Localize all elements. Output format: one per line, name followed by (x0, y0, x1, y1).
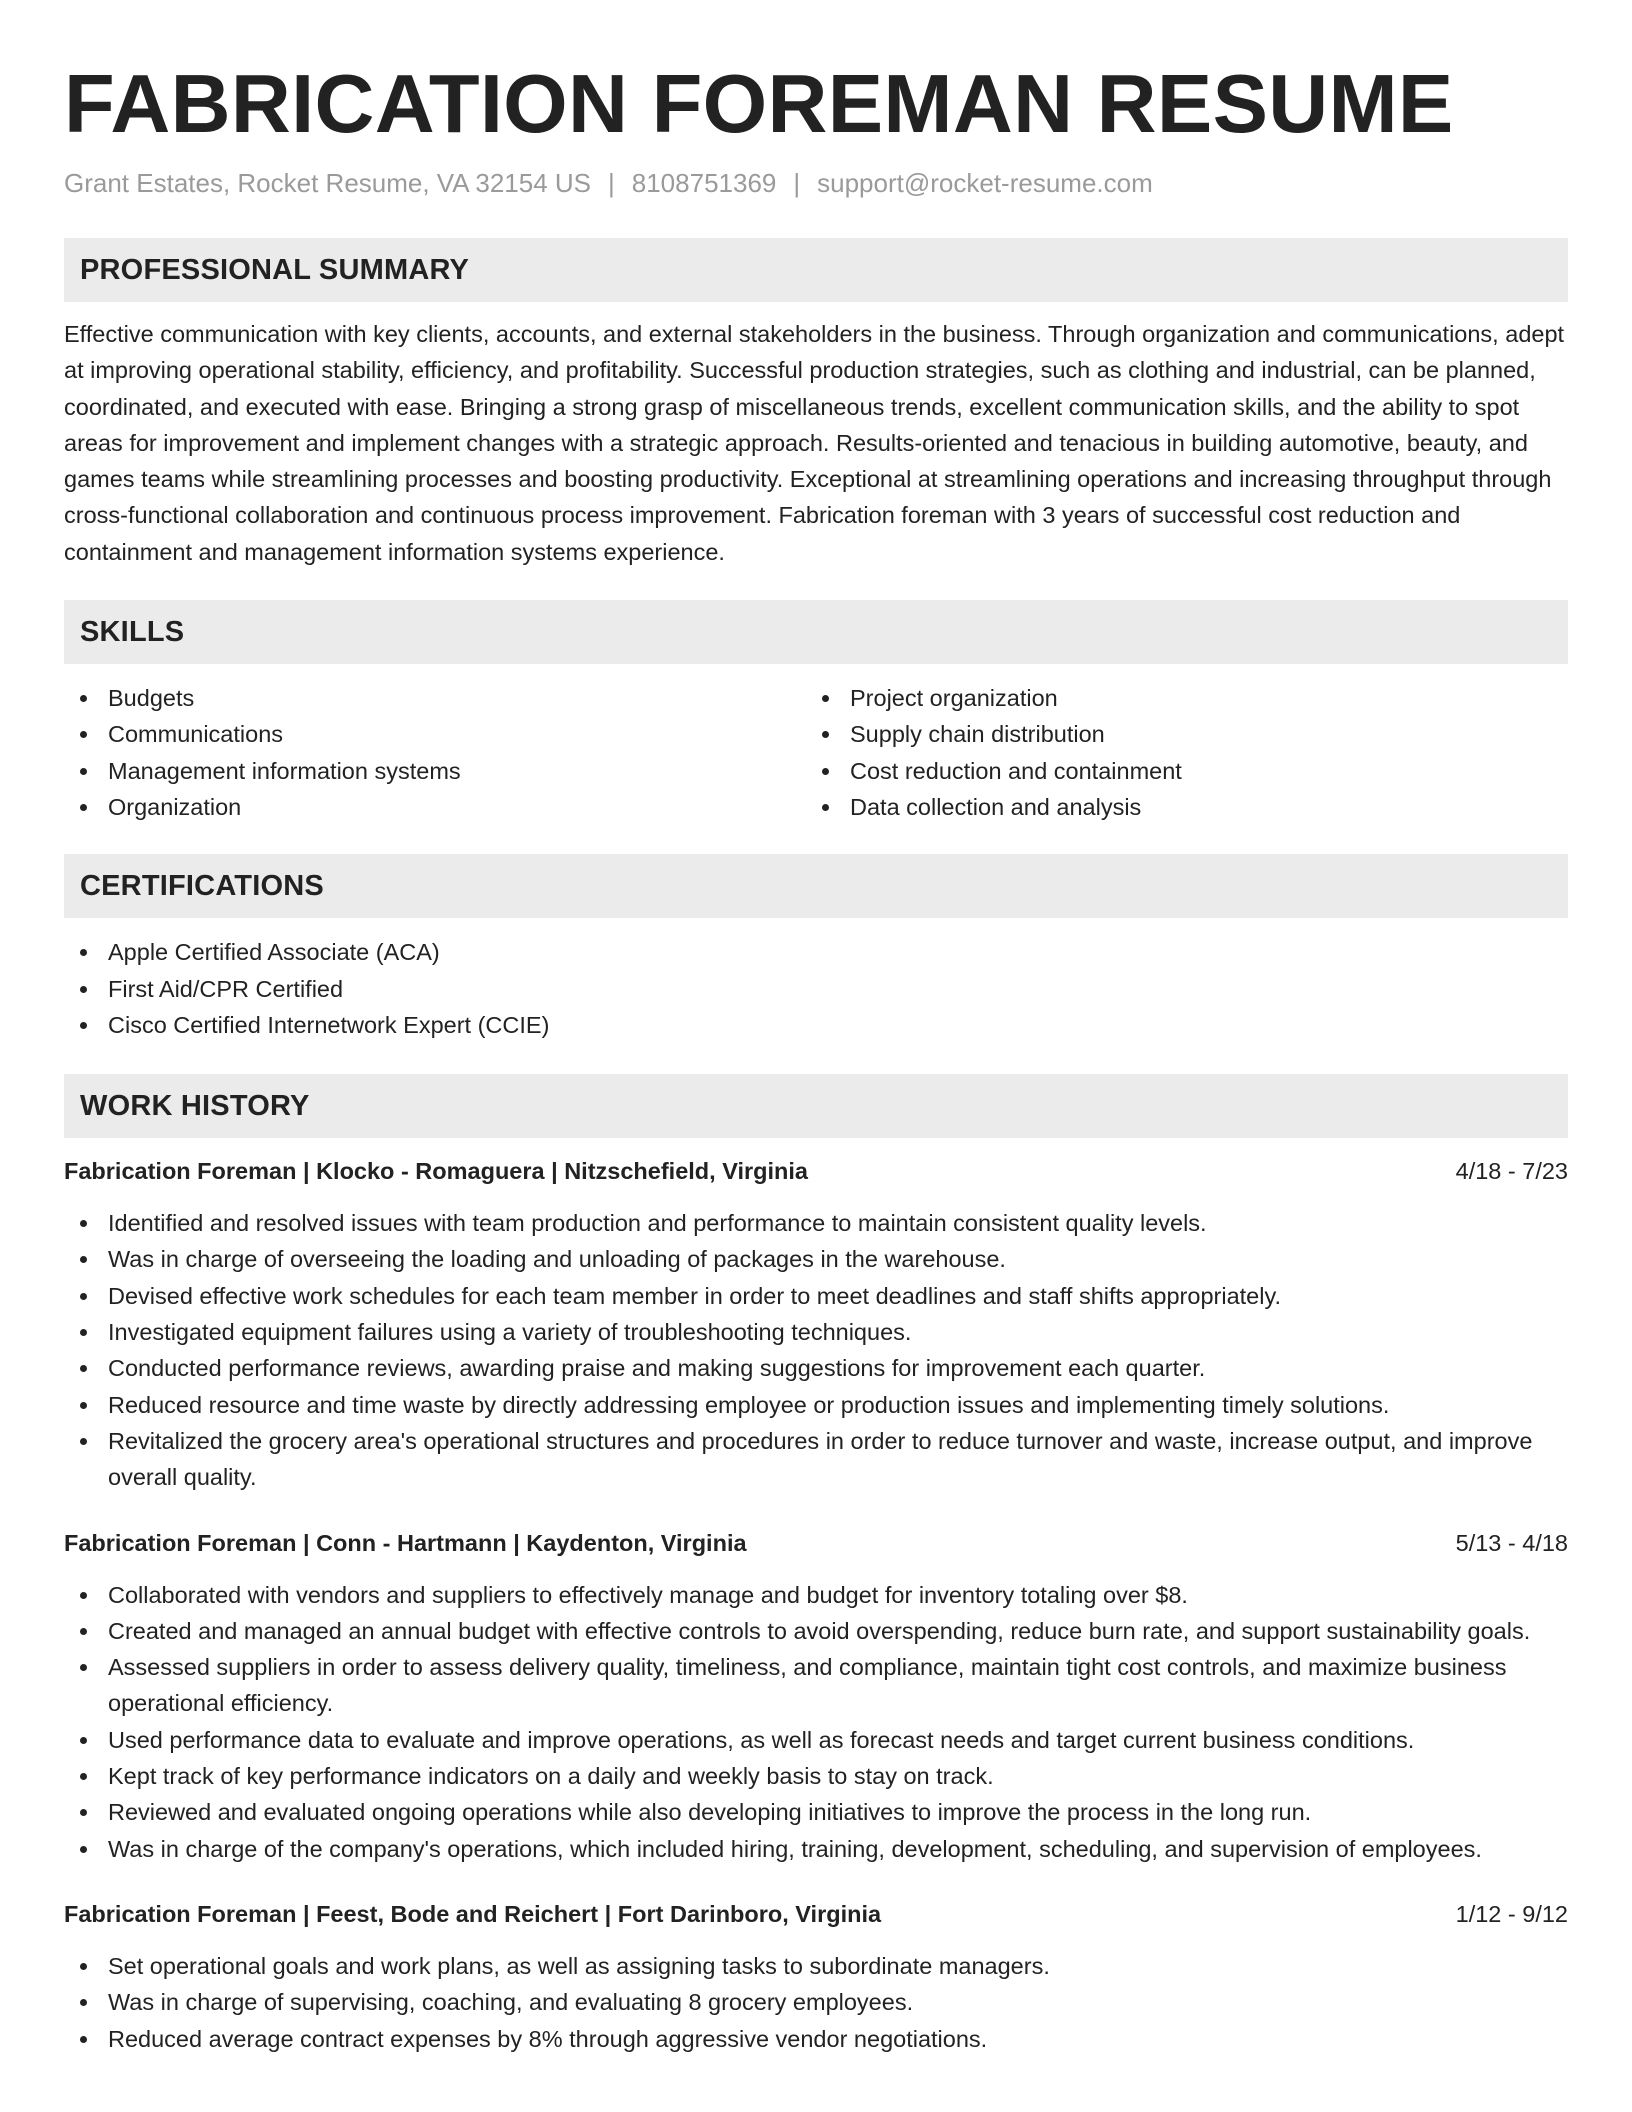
skill-item: Management information systems (64, 753, 806, 789)
job-header (64, 1153, 1568, 1189)
job-entry (64, 1153, 1568, 1495)
certification-item: Cisco Certified Internetwork Expert (CCIE) (64, 1007, 1568, 1043)
skill-item: Project organization (806, 680, 1548, 716)
summary-text: Effective communication with key clients, accounts, and external stakeholders in the business. Through organization and communications, adept at improving operational stability, efficiency, and profitability. Successful production strategies, such as clothing and industrial, can be planned, coordinated, and executed with ease. Bringing a strong grasp of miscellaneous trends, excellent communication skills, and the ability to spot areas for improvement and implement changes with a strategic approach. Results-oriented and tenacious in building automotive, beauty, and games teams while streamlining processes and boosting productivity. Exceptional at streamlining operations and increasing throughput through cross-functional collaboration and continuous process improvement. Fabrication foreman with 3 years of successful cost reduction and containment and management information systems experience. (64, 321, 1565, 565)
certification-item: Apple Certified Associate (ACA) (64, 934, 1568, 970)
job-bullet: Identified and resolved issues with team production and performance to maintain consistent quality levels. (64, 1205, 1568, 1241)
skill-item: Organization (64, 789, 806, 825)
job-bullet: Reviewed and evaluated ongoing operations while also developing initiatives to improve the process in the long run. (64, 1794, 1568, 1830)
contact-phone: 8108751369 (631, 168, 777, 198)
job-bullet: Set operational goals and work plans, as well as assigning tasks to subordinate managers. (64, 1948, 1568, 1984)
job-bullet: Was in charge of overseeing the loading and unloading of packages in the warehouse. (64, 1241, 1568, 1277)
job-bullet: Created and managed an annual budget with effective controls to avoid overspending, reduce burn rate, and support sustainability goals. (64, 1613, 1568, 1649)
job-bullets (64, 1577, 1568, 1867)
job-bullets (64, 1948, 1568, 2057)
certifications-list (64, 934, 1568, 1043)
job-dates: 5/13 - 4/18 (1455, 1529, 1568, 1556)
contact-email[interactable]: support@rocket-resume.com (817, 168, 1153, 198)
skills-column-left (64, 680, 806, 825)
job-bullet: Was in charge of supervising, coaching, and evaluating 8 grocery employees. (64, 1984, 1568, 2020)
job-bullet: Collaborated with vendors and suppliers to effectively manage and budget for inventory totaling over $8. (64, 1577, 1568, 1613)
section-heading-summary: PROFESSIONAL SUMMARY (64, 238, 1568, 302)
job-bullet: Assessed suppliers in order to assess delivery quality, timeliness, and compliance, maintain tight cost controls, and maximize business operational efficiency. (64, 1649, 1568, 1722)
contact-separator: | (608, 168, 615, 198)
skill-item: Data collection and analysis (806, 789, 1548, 825)
section-heading-skills: SKILLS (64, 600, 1568, 664)
section-heading-certifications: CERTIFICATIONS (64, 854, 1568, 918)
skill-item: Cost reduction and containment (806, 753, 1548, 789)
contact-line (64, 166, 1568, 200)
job-bullet: Reduced resource and time waste by directly addressing employee or production issues and implementing timely solutions. (64, 1387, 1568, 1423)
skills-list (64, 680, 1568, 825)
job-bullet: Used performance data to evaluate and improve operations, as well as forecast needs and target current business conditions. (64, 1722, 1568, 1758)
job-bullet: Revitalized the grocery area's operational structures and procedures in order to reduce turnover and waste, increase output, and improve overall quality. (64, 1423, 1568, 1496)
job-title: Fabrication Foreman | Feest, Bode and Reichert | Fort Darinboro, Virginia (64, 1900, 882, 1927)
job-header (64, 1896, 1568, 1932)
skill-item: Budgets (64, 680, 806, 716)
job-bullet: Kept track of key performance indicators on a daily and weekly basis to stay on track. (64, 1758, 1568, 1794)
job-dates: 4/18 - 7/23 (1455, 1158, 1568, 1185)
certification-item: First Aid/CPR Certified (64, 971, 1568, 1007)
job-entry (64, 1525, 1568, 1867)
job-bullets (64, 1205, 1568, 1495)
job-title: Fabrication Foreman | Klocko - Romaguera | Nitzschefield, Virginia (64, 1158, 808, 1185)
job-title: Fabrication Foreman | Conn - Hartmann | Kaydenton, Virginia (64, 1529, 747, 1556)
skill-item: Supply chain distribution (806, 716, 1548, 752)
skill-item: Communications (64, 716, 806, 752)
skills-column-right (806, 680, 1548, 825)
job-dates: 1/12 - 9/12 (1455, 1900, 1568, 1927)
job-bullet: Reduced average contract expenses by 8% through aggressive vendor negotiations. (64, 2021, 1568, 2057)
job-entry (64, 1896, 1568, 2057)
section-heading-work-history: WORK HISTORY (64, 1074, 1568, 1138)
job-bullet: Was in charge of the company's operations, which included hiring, training, development, scheduling, and supervision of employees. (64, 1831, 1568, 1867)
resume-title: FABRICATION FOREMAN RESUME (64, 57, 1454, 150)
job-bullet: Devised effective work schedules for each team member in order to meet deadlines and staff shifts appropriately. (64, 1278, 1568, 1314)
contact-address: Grant Estates, Rocket Resume, VA 32154 US (64, 168, 591, 198)
job-header (64, 1525, 1568, 1561)
job-bullet: Investigated equipment failures using a variety of troubleshooting techniques. (64, 1314, 1568, 1350)
job-bullet: Conducted performance reviews, awarding praise and making suggestions for improvement each quarter. (64, 1350, 1568, 1386)
contact-separator: | (793, 168, 801, 198)
